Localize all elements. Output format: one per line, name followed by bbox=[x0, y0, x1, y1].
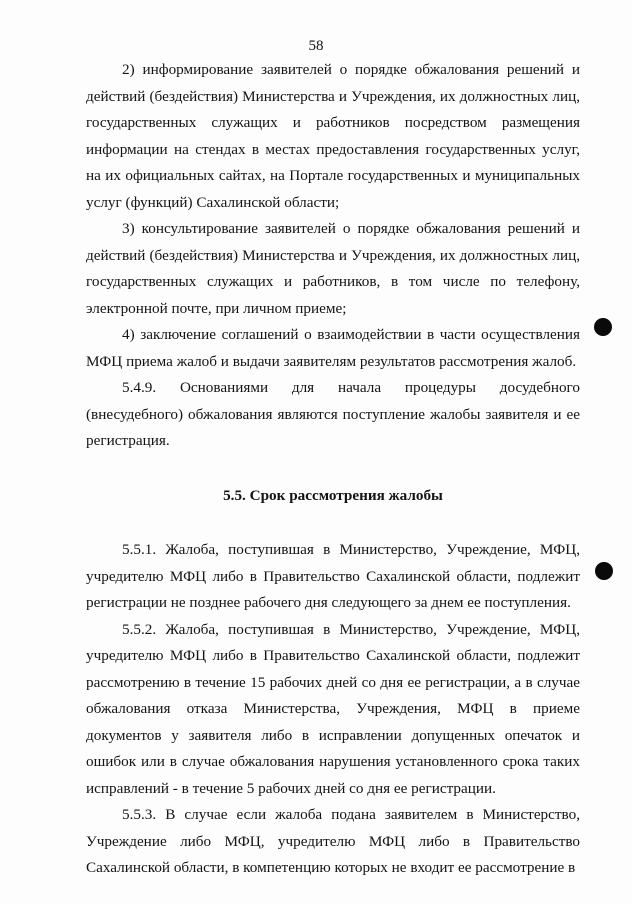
paragraph-5-5-3: 5.5.3. В случае если жалоба подана заявителем в Министерство, Учреждение либо МФЦ, учредителю МФЦ либо в Правительство Сахалинской области, в компетенцию которых не входит ее рассмотрение в bbox=[86, 806, 580, 876]
spacer bbox=[86, 455, 580, 483]
page-content bbox=[86, 57, 580, 882]
paragraph-5-5-2: 5.5.2. Жалоба, поступившая в Министерство, Учреждение, МФЦ, учредителю МФЦ либо в Правительство Сахалинской области, подлежит рассмотрению в течение 15 рабочих дней со дня ее регистрации, а в случае обжалования отказа Министерства, Учреждения, МФЦ в приеме документов у заявителя либо в исправлении допущенных опечаток и ошибок или в случае обжалования нарушения установленного срока таких исправлений - в течение 5 рабочих дней со дня ее регистрации. bbox=[86, 620, 580, 797]
punch-hole-mark bbox=[594, 318, 612, 336]
punch-hole-mark bbox=[595, 562, 613, 580]
section-heading: 5.5. Срок рассмотрения жалобы bbox=[223, 486, 443, 504]
spacer bbox=[86, 509, 580, 537]
paragraph-5-5-1: 5.5.1. Жалоба, поступившая в Министерство, Учреждение, МФЦ, учредителю МФЦ либо в Правительство Сахалинской области, подлежит регистрации не позднее рабочего дня следующего за днем ее поступления. bbox=[86, 541, 580, 611]
paragraph-item-2: 2) информирование заявителей о порядке обжалования решений и действий (бездействия) Министерства и Учреждения, их должностных лиц, государственных служащих и работников посредством размещения информации на стендах в местах предоставления государственных услуг, на их официальных сайтах, на Портале государственных и муниципальных услуг (функций) Сахалинской области; bbox=[86, 61, 580, 211]
paragraph-5-4-9: 5.4.9. Основаниями для начала процедуры досудебного (внесудебного) обжалования являются поступление жалобы заявителя и ее регистрация. bbox=[86, 379, 580, 449]
paragraph-item-4: 4) заключение соглашений о взаимодействии в части осуществления МФЦ приема жалоб и выдачи заявителям результатов рассмотрения жалоб. bbox=[86, 326, 580, 370]
page-number: 58 bbox=[308, 38, 324, 54]
paragraph-item-3: 3) консультирование заявителей о порядке обжалования решений и действий (бездействия) Министерства и Учреждения, их должностных лиц, государственных служащих и работников, в том числе по телефону, электронной почте, при личном приеме; bbox=[86, 220, 580, 317]
